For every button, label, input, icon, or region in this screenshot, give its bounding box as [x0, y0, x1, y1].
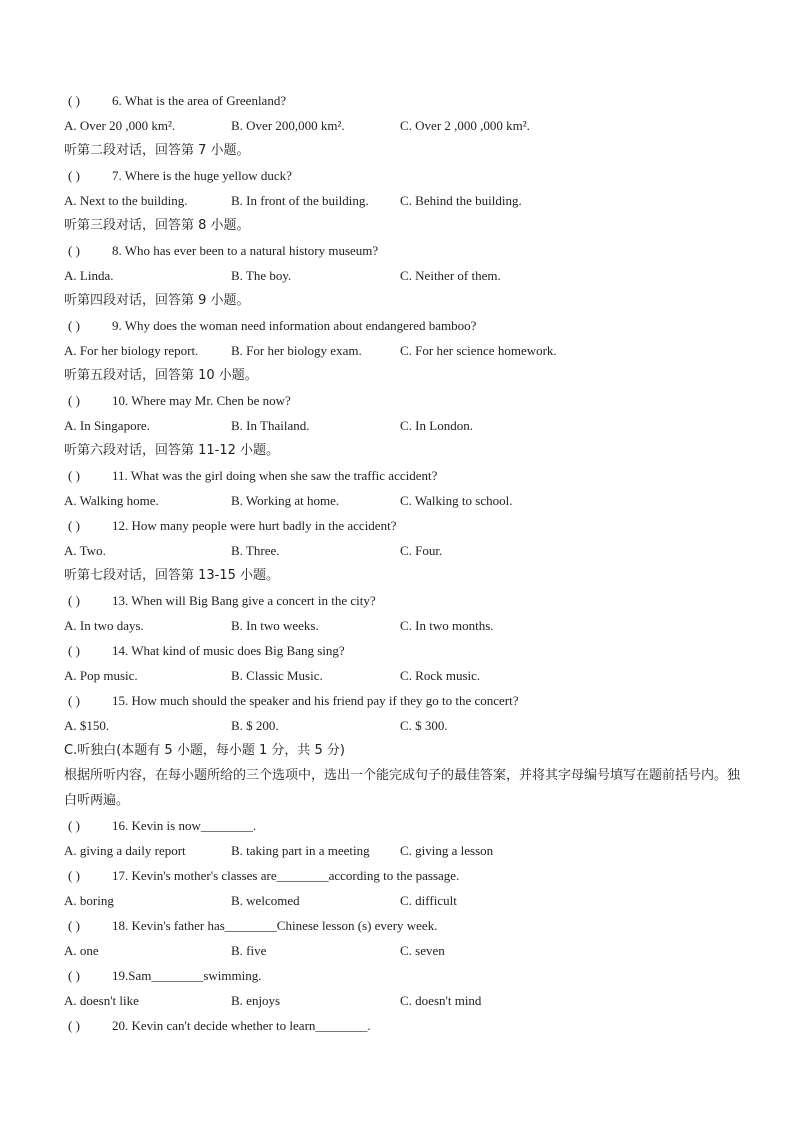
options-14	[64, 663, 744, 688]
question-18	[64, 913, 744, 938]
options-7	[64, 188, 744, 213]
option-c: C. For her science homework.	[400, 343, 557, 358]
question-11	[64, 463, 744, 488]
options-8	[64, 263, 744, 288]
option-a: A. Pop music.	[64, 668, 138, 683]
option-b: B. Working at home.	[231, 493, 340, 508]
answer-paren[interactable]: ( )	[68, 868, 80, 883]
exam-page	[64, 88, 744, 1038]
option-b: B. $ 200.	[231, 718, 279, 733]
answer-paren[interactable]: ( )	[68, 393, 80, 408]
question-13	[64, 588, 744, 613]
options-18	[64, 938, 744, 963]
question-7	[64, 163, 744, 188]
option-c: C. giving a lesson	[400, 843, 494, 858]
option-a: A. $150.	[64, 718, 110, 733]
options-19	[64, 988, 744, 1013]
section-heading-2: 听第二段对话，回答第 7 小题。	[64, 143, 250, 158]
question-stem: 20. Kevin can't decide whether to learn________.	[112, 1018, 371, 1033]
question-20	[64, 1013, 744, 1038]
answer-paren[interactable]: ( )	[68, 1018, 80, 1033]
options-10	[64, 413, 744, 438]
question-stem: 12. How many people were hurt badly in the accident?	[112, 518, 397, 533]
option-a: A. In two days.	[64, 618, 144, 633]
option-a: A. In Singapore.	[64, 418, 150, 433]
answer-paren[interactable]: ( )	[68, 643, 80, 658]
question-stem: 6. What is the area of Greenland?	[112, 93, 287, 108]
option-c: C. Rock music.	[400, 668, 481, 683]
section-heading-5: 听第五段对话，回答第 10 小题。	[64, 368, 258, 383]
option-a: A. Next to the building.	[64, 193, 188, 208]
option-a: A. For her biology report.	[64, 343, 199, 358]
answer-paren[interactable]: ( )	[68, 168, 80, 183]
options-11	[64, 488, 744, 513]
option-c: C. Over 2 ,000 ,000 km².	[400, 118, 530, 133]
option-b: B. enjoys	[231, 993, 281, 1008]
section-heading-6: 听第六段对话，回答第 11-12 小题。	[64, 443, 280, 458]
option-c: C. In London.	[400, 418, 473, 433]
option-c: C. doesn't mind	[400, 993, 482, 1008]
question-stem: 7. Where is the huge yellow duck?	[112, 168, 292, 183]
part-c-instructions: 根据所听内容，在每小题所给的三个选项中，选出一个能完成句子的最佳答案，并将其字母编号填写在题前括号内。独白听两遍。	[64, 768, 741, 808]
option-b: B. five	[231, 943, 267, 958]
option-b: B. The boy.	[231, 268, 292, 283]
options-13	[64, 613, 744, 638]
question-stem: 17. Kevin's mother's classes are________according to the passage.	[112, 868, 460, 883]
question-10	[64, 388, 744, 413]
option-c: C. difficult	[400, 893, 457, 908]
option-b: B. welcomed	[231, 893, 300, 908]
option-c: C. Neither of them.	[400, 268, 501, 283]
option-c: C. Behind the building.	[400, 193, 522, 208]
option-a: A. boring	[64, 893, 114, 908]
question-14	[64, 638, 744, 663]
question-15	[64, 688, 744, 713]
option-b: B. Three.	[231, 543, 280, 558]
answer-paren[interactable]: ( )	[68, 93, 80, 108]
question-17	[64, 863, 744, 888]
option-a: A. giving a daily report	[64, 843, 186, 858]
option-b: B. In two weeks.	[231, 618, 319, 633]
option-c: C. seven	[400, 943, 445, 958]
option-a: A. one	[64, 943, 99, 958]
question-stem: 11. What was the girl doing when she saw the traffic accident?	[112, 468, 438, 483]
answer-paren[interactable]: ( )	[68, 968, 80, 983]
section-heading-7: 听第七段对话，回答第 13-15 小题。	[64, 568, 280, 583]
option-c: C. Walking to school.	[400, 493, 513, 508]
options-16	[64, 838, 744, 863]
question-stem: 19.Sam________swimming.	[112, 968, 262, 983]
option-c: C. $ 300.	[400, 718, 448, 733]
question-stem: 14. What kind of music does Big Bang sing?	[112, 643, 345, 658]
option-b: B. In front of the building.	[231, 193, 369, 208]
question-stem: 18. Kevin's father has________Chinese lesson (s) every week.	[112, 918, 438, 933]
options-9	[64, 338, 744, 363]
option-a: A. doesn't like	[64, 993, 139, 1008]
section-heading-3: 听第三段对话，回答第 8 小题。	[64, 218, 250, 233]
question-stem: 9. Why does the woman need information about endangered bamboo?	[112, 318, 477, 333]
option-b: B. In Thailand.	[231, 418, 310, 433]
option-a: A. Walking home.	[64, 493, 159, 508]
section-heading-4: 听第四段对话，回答第 9 小题。	[64, 293, 250, 308]
answer-paren[interactable]: ( )	[68, 243, 80, 258]
option-a: A. Linda.	[64, 268, 114, 283]
question-8	[64, 238, 744, 263]
question-stem: 16. Kevin is now________.	[112, 818, 257, 833]
answer-paren[interactable]: ( )	[68, 693, 80, 708]
option-c: C. In two months.	[400, 618, 494, 633]
part-c-heading: C.听独白(本题有 5 小题，每小题 1 分，共 5 分)	[64, 743, 345, 758]
options-15	[64, 713, 744, 738]
question-12	[64, 513, 744, 538]
question-stem: 15. How much should the speaker and his friend pay if they go to the concert?	[112, 693, 519, 708]
question-stem: 10. Where may Mr. Chen be now?	[112, 393, 291, 408]
option-b: B. For her biology exam.	[231, 343, 362, 358]
option-b: B. Classic Music.	[231, 668, 323, 683]
options-6	[64, 113, 744, 138]
options-17	[64, 888, 744, 913]
option-b: B. Over 200,000 km².	[231, 118, 345, 133]
question-16	[64, 813, 744, 838]
answer-paren[interactable]: ( )	[68, 918, 80, 933]
question-19	[64, 963, 744, 988]
answer-paren[interactable]: ( )	[68, 818, 80, 833]
answer-paren[interactable]: ( )	[68, 318, 80, 333]
option-a: A. Over 20 ,000 km².	[64, 118, 176, 133]
answer-paren[interactable]: ( )	[68, 518, 80, 533]
question-6	[64, 88, 744, 113]
question-stem: 13. When will Big Bang give a concert in the city?	[112, 593, 376, 608]
option-c: C. Four.	[400, 543, 443, 558]
question-stem: 8. Who has ever been to a natural history museum?	[112, 243, 379, 258]
option-b: B. taking part in a meeting	[231, 843, 370, 858]
answer-paren[interactable]: ( )	[68, 468, 80, 483]
question-9	[64, 313, 744, 338]
answer-paren[interactable]: ( )	[68, 593, 80, 608]
option-a: A. Two.	[64, 543, 106, 558]
options-12	[64, 538, 744, 563]
